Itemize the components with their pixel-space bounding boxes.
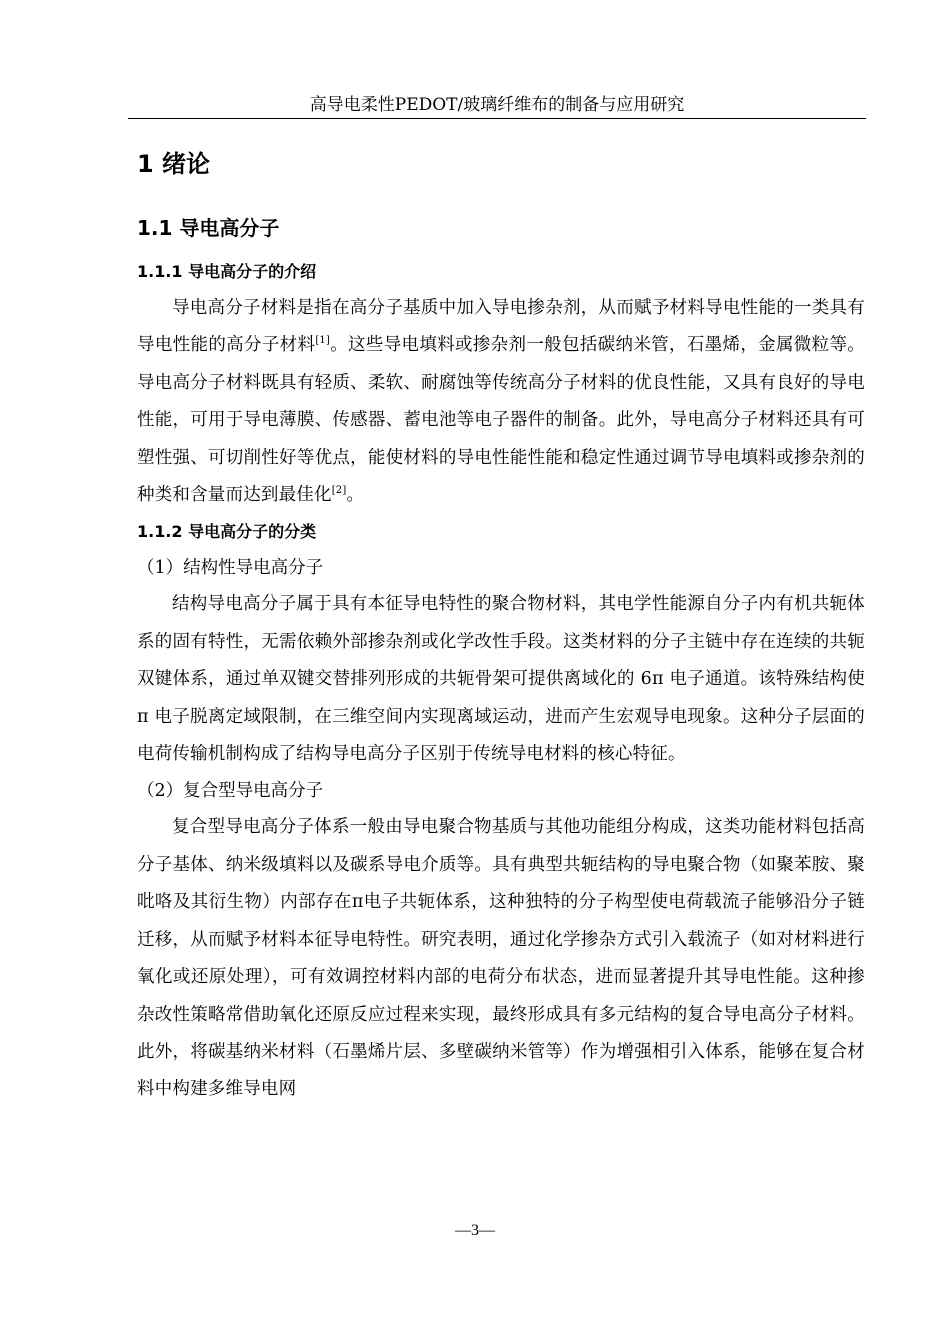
citation-1: [1] [315,335,331,347]
citation-2: [2] [331,485,347,497]
intro-paragraph [137,290,865,514]
item2-paragraph: 复合型导电高分子体系一般由导电聚合物基质与其他功能组分构成，这类功能材料包括高分子基体、纳米级填料以及碳系导电介质等。具有典型共轭结构的导电聚合物（如聚苯胺、聚吡咯及其衍生物）内部存在π电子共轭体系，这种独特的分子构型使电荷载流子能够沿分子链迁移，从而赋予材料本征导电特性。研究表明，通过化学掺杂方式引入载流子（如对材料进行氧化或还原处理），可有效调控材料内部的电荷分布状态，进而显著提升其导电性能。这种掺杂改性策略常借助氧化还原反应过程来实现，最终形成具有多元结构的复合导电高分子材料。此外，将碳基纳米材料（石墨烯片层、多壁碳纳米管等）作为增强相引入体系，能够在复合材料中构建多维导电网 [137,817,865,1100]
page-number: —3— [455,1222,495,1239]
intro-text-part2: 。这些导电填料或掺杂剂一般包括碳纳米管，石墨烯，金属微粒等。导电高分子材料既具有轻质、柔软、耐腐蚀等传统高分子材料的优良性能，又具有良好的导电性能，可用于导电薄膜、传感器、蓄电池等电子器件的制备。此外，导电高分子材料还具有可塑性强、可切削性好等优点，能使材料的导电性能性能和稳定性通过调节导电填料或掺杂剂的种类和含量而达到最佳化 [137,335,866,506]
intro-text-part1: 导电高分子材料是指在高分子基质中加入导电掺杂剂，从而赋予材料导电性能的一类具有导电性能的高分子材料 [137,298,865,356]
item1-title: （1）结构性导电高分子 [137,558,324,579]
item1-paragraph: 结构导电高分子属于具有本征导电特性的聚合物材料，其电学性能源自分子内有机共轭体系的固有特性，无需依赖外部掺杂剂或化学改性手段。这类材料的分子主链中存在连续的共轭双键体系，通过单双键交替排列形成的共轭骨架可提供离域化的 6π 电子通道。该特殊结构使 π 电子脱离定域限制，在三维空间内实现离域运动，进而产生宏观导电现象。这种分子层面的电荷传输机制构成了结构导电高分子区别于传统导电材料的核心特征。 [137,594,865,765]
item2-title: （2）复合型导电高分子 [137,781,324,802]
chapter-title: 1 绪论 [137,150,211,178]
section-title: 1.1 导电高分子 [137,216,280,240]
running-header: 高导电柔性PEDOT/玻璃纤维布的制备与应用研究 [128,92,866,119]
page-content [137,140,865,1109]
intro-text-part3: 。 [346,485,365,506]
subsection-title-intro: 1.1.1 导电高分子的介绍 [137,262,317,281]
subsection-title-classification: 1.1.2 导电高分子的分类 [137,522,317,542]
